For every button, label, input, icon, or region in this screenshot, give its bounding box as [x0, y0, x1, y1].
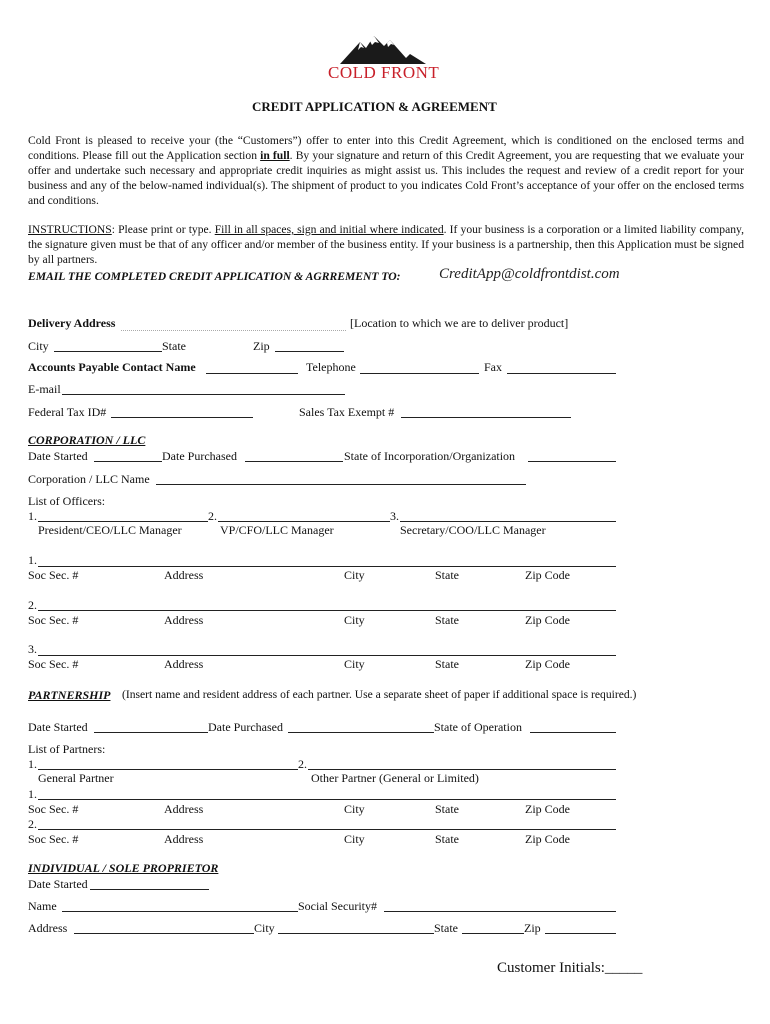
partner-detail-1-field[interactable]: [38, 799, 616, 800]
general-partner-label: General Partner: [38, 771, 114, 785]
logo: [322, 32, 448, 82]
corp-name-field[interactable]: [156, 484, 526, 485]
officer-1-number: 1.: [28, 509, 37, 523]
delivery-address-field[interactable]: [121, 330, 346, 331]
instructions-paragraph: INSTRUCTIONS: Please print or type. Fill in all spaces, sign and initial where indicated. If your business is a corporation or a limited liability company, the signature given must be that of any officer and/or member of the business entity. If your business is a partnership, then this Application must be signed by all partners.: [28, 223, 744, 266]
federal-tax-field[interactable]: [111, 417, 253, 418]
ind-zip-label: Zip: [524, 921, 541, 935]
email-field[interactable]: [62, 394, 345, 395]
corp-date-started-label: Date Started: [28, 449, 88, 463]
part-date-started-label: Date Started: [28, 720, 88, 734]
intro-paragraph: Cold Front is pleased to receive your (the “Customers”) offer to enter into this Credit Agreement, which is conditioned on the enclosed terms and conditions. Please fill out the Application section in full. By your signature and return of this Credit Agreement, you are requesting that we evaluate your offer and undertake such necessary and appropriate credit inquiries as might assist us. This includes the request and review of a credit report for your business and any of the below-named individual(s). The shipment of product to you indicates Cold Front’s acceptance of your offer on the enclosed terms and conditions.: [28, 134, 744, 207]
list-of-officers-label: List of Officers:: [28, 494, 106, 508]
ind-state-field[interactable]: [462, 933, 524, 934]
ap-contact-field[interactable]: [206, 373, 298, 374]
corp-date-purchased-label: Date Purchased: [162, 449, 237, 463]
officer-detail-2-field[interactable]: [38, 610, 616, 611]
corp-state-of-inc-field[interactable]: [528, 461, 616, 462]
officer-1-field[interactable]: [38, 521, 208, 522]
corp-date-purchased-field[interactable]: [245, 461, 343, 462]
ind-social-security-field[interactable]: [384, 911, 616, 912]
delivery-address-label: Delivery Address: [28, 316, 116, 330]
federal-tax-label: Federal Tax ID#: [28, 405, 107, 419]
part-date-purchased-field[interactable]: [288, 732, 434, 733]
zip-label: Zip: [253, 339, 270, 353]
corp-state-of-inc-label: State of Incorporation/Organization: [344, 449, 516, 463]
part-state-of-op-label: State of Operation: [434, 720, 522, 734]
email-address[interactable]: CreditApp@coldfrontdist.com: [439, 266, 620, 282]
telephone-field[interactable]: [360, 373, 479, 374]
officer-2-title: VP/CFO/LLC Manager: [220, 523, 334, 537]
ind-state-label: State: [434, 921, 458, 935]
part-date-started-field[interactable]: [94, 732, 208, 733]
officer-detail-3-field[interactable]: [38, 655, 616, 656]
officer-2-number: 2.: [208, 509, 217, 523]
customer-initials[interactable]: Customer Initials:_____: [497, 960, 643, 976]
part-state-of-op-field[interactable]: [530, 732, 616, 733]
part-date-purchased-label: Date Purchased: [208, 720, 283, 734]
partnership-heading: PARTNERSHIP: [28, 688, 111, 702]
fax-field[interactable]: [507, 373, 616, 374]
city-label: City: [28, 339, 49, 353]
ind-city-label: City: [254, 921, 275, 935]
officer-1-title: President/CEO/LLC Manager: [38, 523, 182, 537]
telephone-label: Telephone: [306, 360, 356, 374]
ind-date-started-field[interactable]: [90, 889, 209, 890]
officer-detail-1-field[interactable]: [38, 566, 616, 567]
partner-1-field[interactable]: [38, 769, 298, 770]
ap-contact-label: Accounts Payable Contact Name: [28, 360, 196, 374]
list-of-partners-label: List of Partners:: [28, 742, 106, 756]
officer-2-field[interactable]: [218, 521, 390, 522]
sales-tax-label: Sales Tax Exempt #: [299, 405, 395, 419]
corp-name-label: Corporation / LLC Name: [28, 472, 150, 486]
officer-3-number: 3.: [390, 509, 399, 523]
individual-heading: INDIVIDUAL / SOLE PROPRIETOR: [28, 861, 219, 875]
state-label: State: [162, 339, 186, 353]
partner-2-field[interactable]: [308, 769, 616, 770]
ind-zip-field[interactable]: [545, 933, 616, 934]
ind-address-label: Address: [28, 921, 68, 935]
sales-tax-field[interactable]: [401, 417, 571, 418]
corporation-heading: CORPORATION / LLC: [28, 433, 146, 447]
ind-date-started-label: Date Started: [28, 877, 88, 891]
partnership-note: (Insert name and resident address of each partner. Use a separate sheet of paper if additional space is required.): [122, 688, 637, 701]
zip-field[interactable]: [275, 351, 344, 352]
officer-3-title: Secretary/COO/LLC Manager: [400, 523, 546, 537]
corp-date-started-field[interactable]: [94, 461, 162, 462]
ind-city-field[interactable]: [278, 933, 434, 934]
mountain-logo-icon: [322, 32, 448, 66]
logo-text: COLD FRONT: [328, 63, 440, 82]
page-title: CREDIT APPLICATION & AGREEMENT: [252, 99, 497, 114]
partner-detail-2-field[interactable]: [38, 829, 616, 830]
ind-address-field[interactable]: [74, 933, 254, 934]
email-instruction: EMAIL THE COMPLETED CREDIT APPLICATION & AGRREMENT TO:: [28, 270, 401, 283]
ind-name-field[interactable]: [62, 911, 298, 912]
fax-label: Fax: [484, 360, 502, 374]
other-partner-label: Other Partner (General or Limited): [311, 771, 479, 785]
ind-name-label: Name: [28, 899, 57, 913]
city-field[interactable]: [54, 351, 162, 352]
ind-social-security-label: Social Security#: [298, 899, 377, 913]
officer-3-field[interactable]: [400, 521, 616, 522]
delivery-note: [Location to which we are to deliver product]: [350, 316, 569, 330]
email-label: E-mail: [28, 382, 61, 396]
